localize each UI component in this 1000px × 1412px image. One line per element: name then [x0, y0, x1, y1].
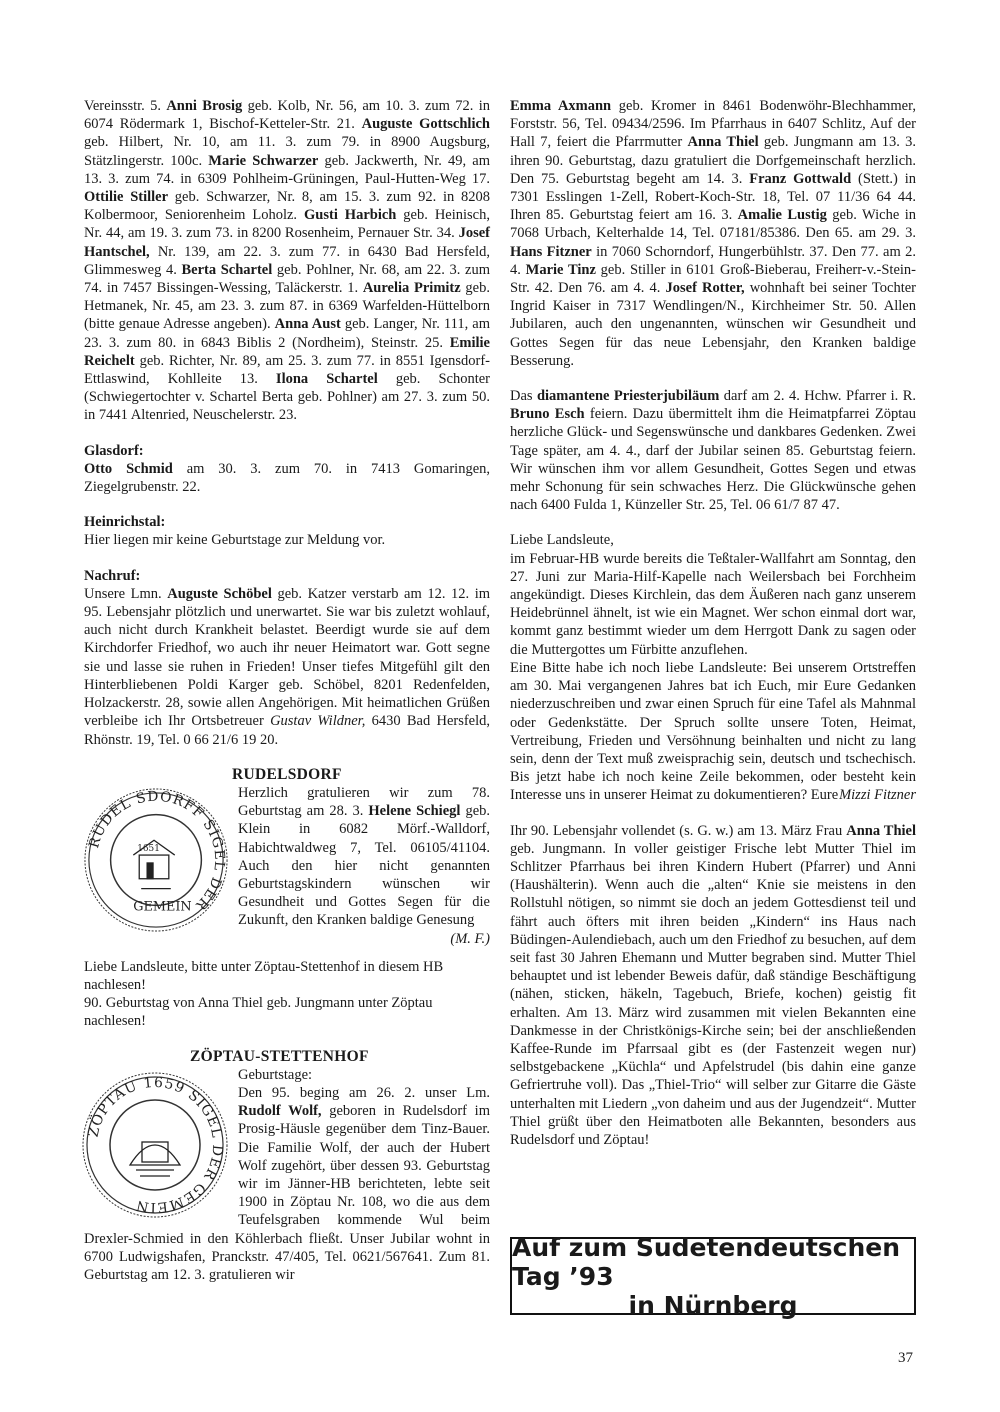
bold-name: Emma Axmann [510, 98, 612, 114]
rudelsdorf-paragraph: Herzlich gratulieren wir zum 78. Geburtstag am 28. 3. Helene Schiegl geb. Klein in 6082 Mörf.-Walldorf, Habichtwaldweg 7, Tel. 06105/41104. Auch den hier nicht genannten Geburtstagskindern wünschen wir Gesundheit und Gottes Segen für die Zukunft, den Kranken baldige Genesung [238, 784, 490, 929]
signature-mizzi-fitzner: Mizzi Fitzner [839, 787, 916, 804]
zoeptau-title-row [84, 1048, 490, 1066]
italic-name: Gustav Wildner, [270, 713, 366, 730]
seal-text: ZÖPTAU 1659 SIGEL DER GEMEIN [85, 1074, 226, 1215]
hinweis-zoeptau: Liebe Landsleute, bitte unter Zöptau-Stettenhof in diesem HB nachlesen! [84, 958, 444, 993]
rudelsdorf-block [84, 784, 490, 948]
bold-name: Ottilie Stiller [84, 189, 169, 206]
bold-name: diamantene Priesterjubiläum [536, 388, 720, 405]
section-title-zoeptau-stettenhof: ZÖPTAU-STETTENHOF [190, 1047, 369, 1065]
left-column [84, 97, 490, 1284]
priesterjubilaeum-paragraph: Das diamantene Priesterjubiläum darf am 2. 4. Hchw. Pfarrer i. R. Bruno Esch feiern. Dazu übermittelt ihm die Heimatpfarrei Zöptau herzliche Glück- und Segenswünsche und dankbares Gedenken. Zwei Tage später, am 4. 4., darf der Jubilar seinen 85. Geburtstag feiern. Wir wünschen ihm vor allem Gesundheit, Gottes Segen und etwas mehr Schonung für sein schwaches Herz. Die Glückwünsche gehen nach 6400 Fulda 1, Künzeller Str. 25, Tel. 06 61/7 87 47. [510, 388, 916, 514]
bold-name: Emilie Reichelt [84, 334, 490, 369]
zoeptau-seal-image [80, 1070, 230, 1220]
birthday-list-paragraph-2: Emma Axmann geb. Kromer in 8461 Bodenwöhr-Blechhammer, Forststr. 56, Tel. 09434/2596. Im Pfarrhaus in 6407 Schlitz, Auf der Hall 7, feiert die Pfarrmutter Anna Thiel geb. Jungmann am 13. 3. ihren 90. Geburtstag, dazu gratuliert die Dorfgemeinschaft herzlich. Den 75. Geburtstag begeht am 14. 3. Franz Gottwald (Stett.) in 7301 Esslingen 1-Zell, Robert-Koch-Str. 18, Tel. 07 11/36 64 44. Ihren 85. Geburtstag feiert am 16. 3. Amalie Lustig geb. Wiche in 7068 Urbach, Kelterhalde 14, Tel. 07181/85386. Den 65. am 29. 3. Hans Fitzner in 7060 Schorndorf, Hungerbühlstr. 37. Den 77. am 2. 4. Marie Tinz geb. Stiller in 6101 Groß-Bieberau, Freiherr-v.-Stein-Str. 42. Den 76. am 4. 4. Josef Rotter, wohnhaft bei seiner Tochter Ingrid Kaiser in 7317 Wendlingen/N., Kirchheimer Str. 50. Allen Jubilaren, auch den ungenannten, wünschen wir Gesundheit und Gottes Segen für das neue Lebensjahr, den Kranken baldige Besserung. [510, 98, 917, 369]
bold-name: Franz Gottwald [749, 170, 852, 187]
sudetendeutscher-tag-banner [510, 1232, 916, 1320]
seal-text-top: RUDEL SDORFF SIGEL DER [86, 788, 228, 914]
bold-name: Anni Brosig [166, 98, 243, 114]
bold-name: Marie Tinz [525, 261, 596, 278]
section-heading-heinrichstal: Heinrichstal: [84, 514, 166, 531]
right-column [510, 97, 916, 1149]
banner-line-1: Auf zum Sudetendeutschen Tag ’93 [512, 1232, 901, 1291]
bold-name: Rudolf Wolf, [238, 1103, 322, 1120]
letter-greeting: Liebe Landsleute, [510, 532, 614, 549]
bold-name: Amalie Lustig [737, 207, 827, 224]
bold-name: Auguste Gottschlich [361, 116, 490, 133]
banner-line-2: in Nürnberg [628, 1290, 798, 1320]
bold-name: Aurelia Primitz [362, 280, 461, 297]
bold-name: Bruno Esch [510, 406, 585, 423]
bold-name: Marie Schwarzer [208, 152, 319, 169]
rudelsdorf-title-row [84, 766, 490, 784]
bold-name: Josef Rotter, [665, 280, 745, 297]
section-title-rudelsdorf: RUDELSDORF [232, 765, 342, 783]
bold-name: Ilona Schartel [275, 371, 378, 388]
anna-thiel-paragraph: Ihr 90. Lebensjahr vollendet (s. G. w.) am 13. März Frau Anna Thiel geb. Jungmann. In voller geistiger Frische lebt Mutter Thiel im Schlitzer Pfarrhaus bei ihren Kindern Hubert (Pfarrer) und Anni (Haushälterin). Wenn auch die „alten“ Knie sie meistens in den Rollstuhl nötigen, so nimmt sie doch an jedem Gottesdienst teil und fährt auch öfters mit ihren beiden „Kindern“ ins Haus nach Büdingen-Aulendiebach, auch um den Friedhof zu besuchen, auf dem seit fast 30 Jahren Ehemann und Mutter begraben sind. Mutter Thiel behauptet und ist lebender Beweis dafür, daß ständige Beschäftigung (nähen, sticken, häkeln, Tagebuch, Briefe, kochen) geistig fit erhalten. Am 13. März wird zusammen mit vielen Bekannten eine Dankmesse in der Christkönigs-Kirche sein; bei der anschließenden Kaffee-Runde im Pfarrsaal gibt es (der Fastenzeit wegen nur) selbstgebackene „Küchla“ und Apfelstrudel (bis dahin eine ganze Gefriertruhe voll). Das „Thiel-Trio“ will selber zur Gitarre die Gäste unterhalten mit Liedern „von daheim und aus der Jugendzeit“. Mutter Thiel grüßt über den Heimatboten alle Bekannten, besonders aus Rudelsdorf und Zöptau! [510, 822, 916, 1148]
spruch-paragraph [510, 659, 916, 805]
hinweis-anna-thiel: 90. Geburtstag von Anna Thiel geb. Jungmann unter Zöptau nachlesen! [84, 995, 433, 1030]
glasdorf-paragraph: Otto Schmid am 30. 3. zum 70. in 7413 Gomaringen, Ziegelgrubenstr. 22. [84, 460, 491, 496]
bold-name: Auguste Schöbel [167, 585, 272, 602]
zoeptau-subtitle: Geburtstage: [238, 1066, 313, 1083]
bold-name: Gusti Harbich [304, 207, 397, 224]
zoeptau-block [84, 1066, 490, 1284]
bold-name: Helene Schiegl [368, 803, 461, 820]
bold-name: Berta Schartel [181, 261, 273, 278]
birthday-list-paragraph: Vereinsstr. 5. Anni Brosig geb. Kolb, Nr. 56, am 10. 3. zum 72. in 6074 Rödermark 1, Bischof-Ketteler-Str. 21. Auguste Gottschlich geb. Hilbert, Nr. 10, am 11. 3. zum 79. in 8900 Augsburg, Stätzlingerstr. 100c. Marie Schwarzer geb. Jackwerth, Nr. 49, am 13. 3. zum 74. in 6309 Pohlheim-Grüningen, Paul-Hutten-Weg 17. Ottilie Stiller geb. Schwarzer, Nr. 8, am 15. 3. zum 92. in 8208 Kolbermoor, Seniorenheim Loholz. Gusti Harbich geb. Heinisch, Nr. 44, am 19. 3. zum 73. in 8200 Rosenheim, Pernauer Str. 34. Josef Hantschel, Nr. 139, am 22. 3. zum 77. in 6430 Bad Hersfeld, Glimmesweg 4. Berta Schartel geb. Pohlner, Nr. 68, am 22. 3. zum 74. in 7457 Bissingen-Wessing, Taläckerstr. 1. Aurelia Primitz geb. Hetmanek, Nr. 45, am 23. 3. zum 87. in 6369 Warfelden-Hüttelborn (bitte genaue Adresse angeben). Anna Aust geb. Langer, Nr. 111, am 23. 3. zum 80. in 6843 Biblis 2 (Nordheim), Steinstr. 25. Emilie Reichelt geb. Richter, Nr. 89, am 25. 3. zum 77. in 8551 Igensdorf-Ettlaswind, Kohlleite 13. Ilona Schartel geb. Schonter (Schwiegertochter v. Schartel Berta geb. Pohlner) am 27. 3. zum 50. in 7441 Altenried, Neuschelerstr. 23. [84, 98, 490, 424]
rudelsdorf-signature: (M. F.) [450, 930, 490, 947]
rudelsdorf-seal-image [84, 786, 230, 934]
nachruf-paragraph: Unsere Lmn. Auguste Schöbel geb. Katzer verstarb am 12. 12. im 95. Lebensjahr plötzlich und unerwartet. Sie war bis zuletzt wohlauf, auch nicht durch Krankheit belastet. Beerdigt wurde sie auf dem Kirchdorfer Friedhof, wo auch ihr neuer Heimatort war. Gott segne sie und lasse sie ruhen in Frieden! Unser tiefes Mitgefühl gilt den Hinterbliebenen Poldi Karger geb. Schöbel, 8201 Redenfelden, Holzackerstr. 28, sowie allen Angehörigen. Mit heimatlichen Grüßen verbleibe ich Ihr Ortsbetreuer Gustav Wildner, 6430 Bad Hersfeld, Rhönstr. 19, Tel. 0 66 21/6 19 20. [84, 585, 491, 748]
bold-name: Anna Aust [274, 316, 341, 333]
bold-name: Otto Schmid [84, 460, 173, 477]
bold-name: Hans Fitzner [510, 243, 592, 260]
section-heading-nachruf: Nachruf: [84, 567, 141, 584]
heinrichstal-paragraph: Hier liegen mir keine Geburtstage zur Meldung vor. [84, 532, 386, 549]
bold-name: Josef Hantschel, [84, 225, 490, 260]
wallfahrt-paragraph: im Februar-HB wurde bereits die Teßtaler-Wallfahrt am Sonntag, den 27. Juni zur Maria-Hilf-Kapelle nach Weilersbach bei Forchheim angekündigt. Dieses Kirchlein, das dem Äußeren nach ganz unserem Heidebrünnel ähnelt, ist wie ein Magnet. Wer schon einmal dort war, kommt ganz bestimmt wieder um dem Herrgott Dank zu sagen oder die Muttergottes um Fürbitte anzuflehen. [510, 550, 916, 658]
bold-name: Anna Thiel [687, 134, 759, 151]
page-number: 37 [898, 1350, 913, 1366]
seal-text-bottom: GEMEIN [133, 899, 192, 915]
seal-year: 1651 [137, 844, 160, 855]
zoeptau-paragraph: Den 95. beging am 26. 2. unser Lm. Rudolf Wolf, geboren in Rudelsdorf im Prosig-Häusle gegenüber dem Tinz-Bauer. Die Familie Wolf, der auch der Hubert Wolf zugehört, über dessen 93. Geburtstag wir im Jänner-HB berichteten, lebte seit 1900 in Zöptau Nr. 108, wo die aus dem Teufelsgraben kommende Wul beim Drexler-Schmied in den Köhlerbach fließt. Unser Jubilar wohnt in 6700 Ludwigshafen, Pranckstr. 47/405, Tel. 0621/567641. Zum 81. Geburtstag am 12. 3. gratulieren wir [84, 1084, 490, 1283]
section-heading-glasdorf: Glasdorf: [84, 442, 144, 459]
bold-name: Anna Thiel [846, 822, 916, 839]
spruch-text: Eine Bitte habe ich noch liebe Landsleute: Bei unserem Ortstreffen am 30. Mai vergangenen Jahres bat ich Euch, mir Eure Gedanken niederzuschreiben und zwar einen Spruch für eine Tafel als Mahnmal oder Gedenkstätte. Der Spruch sollte unsere Toten, Heimat, Vertreibung, Frieden und Versöhnung beinhalten und nicht zu lang sein, denn der Text muß zweisprachig sein, deutsch und tschechisch. Bis jetzt habe ich noch keine Zeile bekommen, oder besteht kein Interesse uns in unserer Heimat zu dokumentieren? Eure [510, 659, 916, 804]
